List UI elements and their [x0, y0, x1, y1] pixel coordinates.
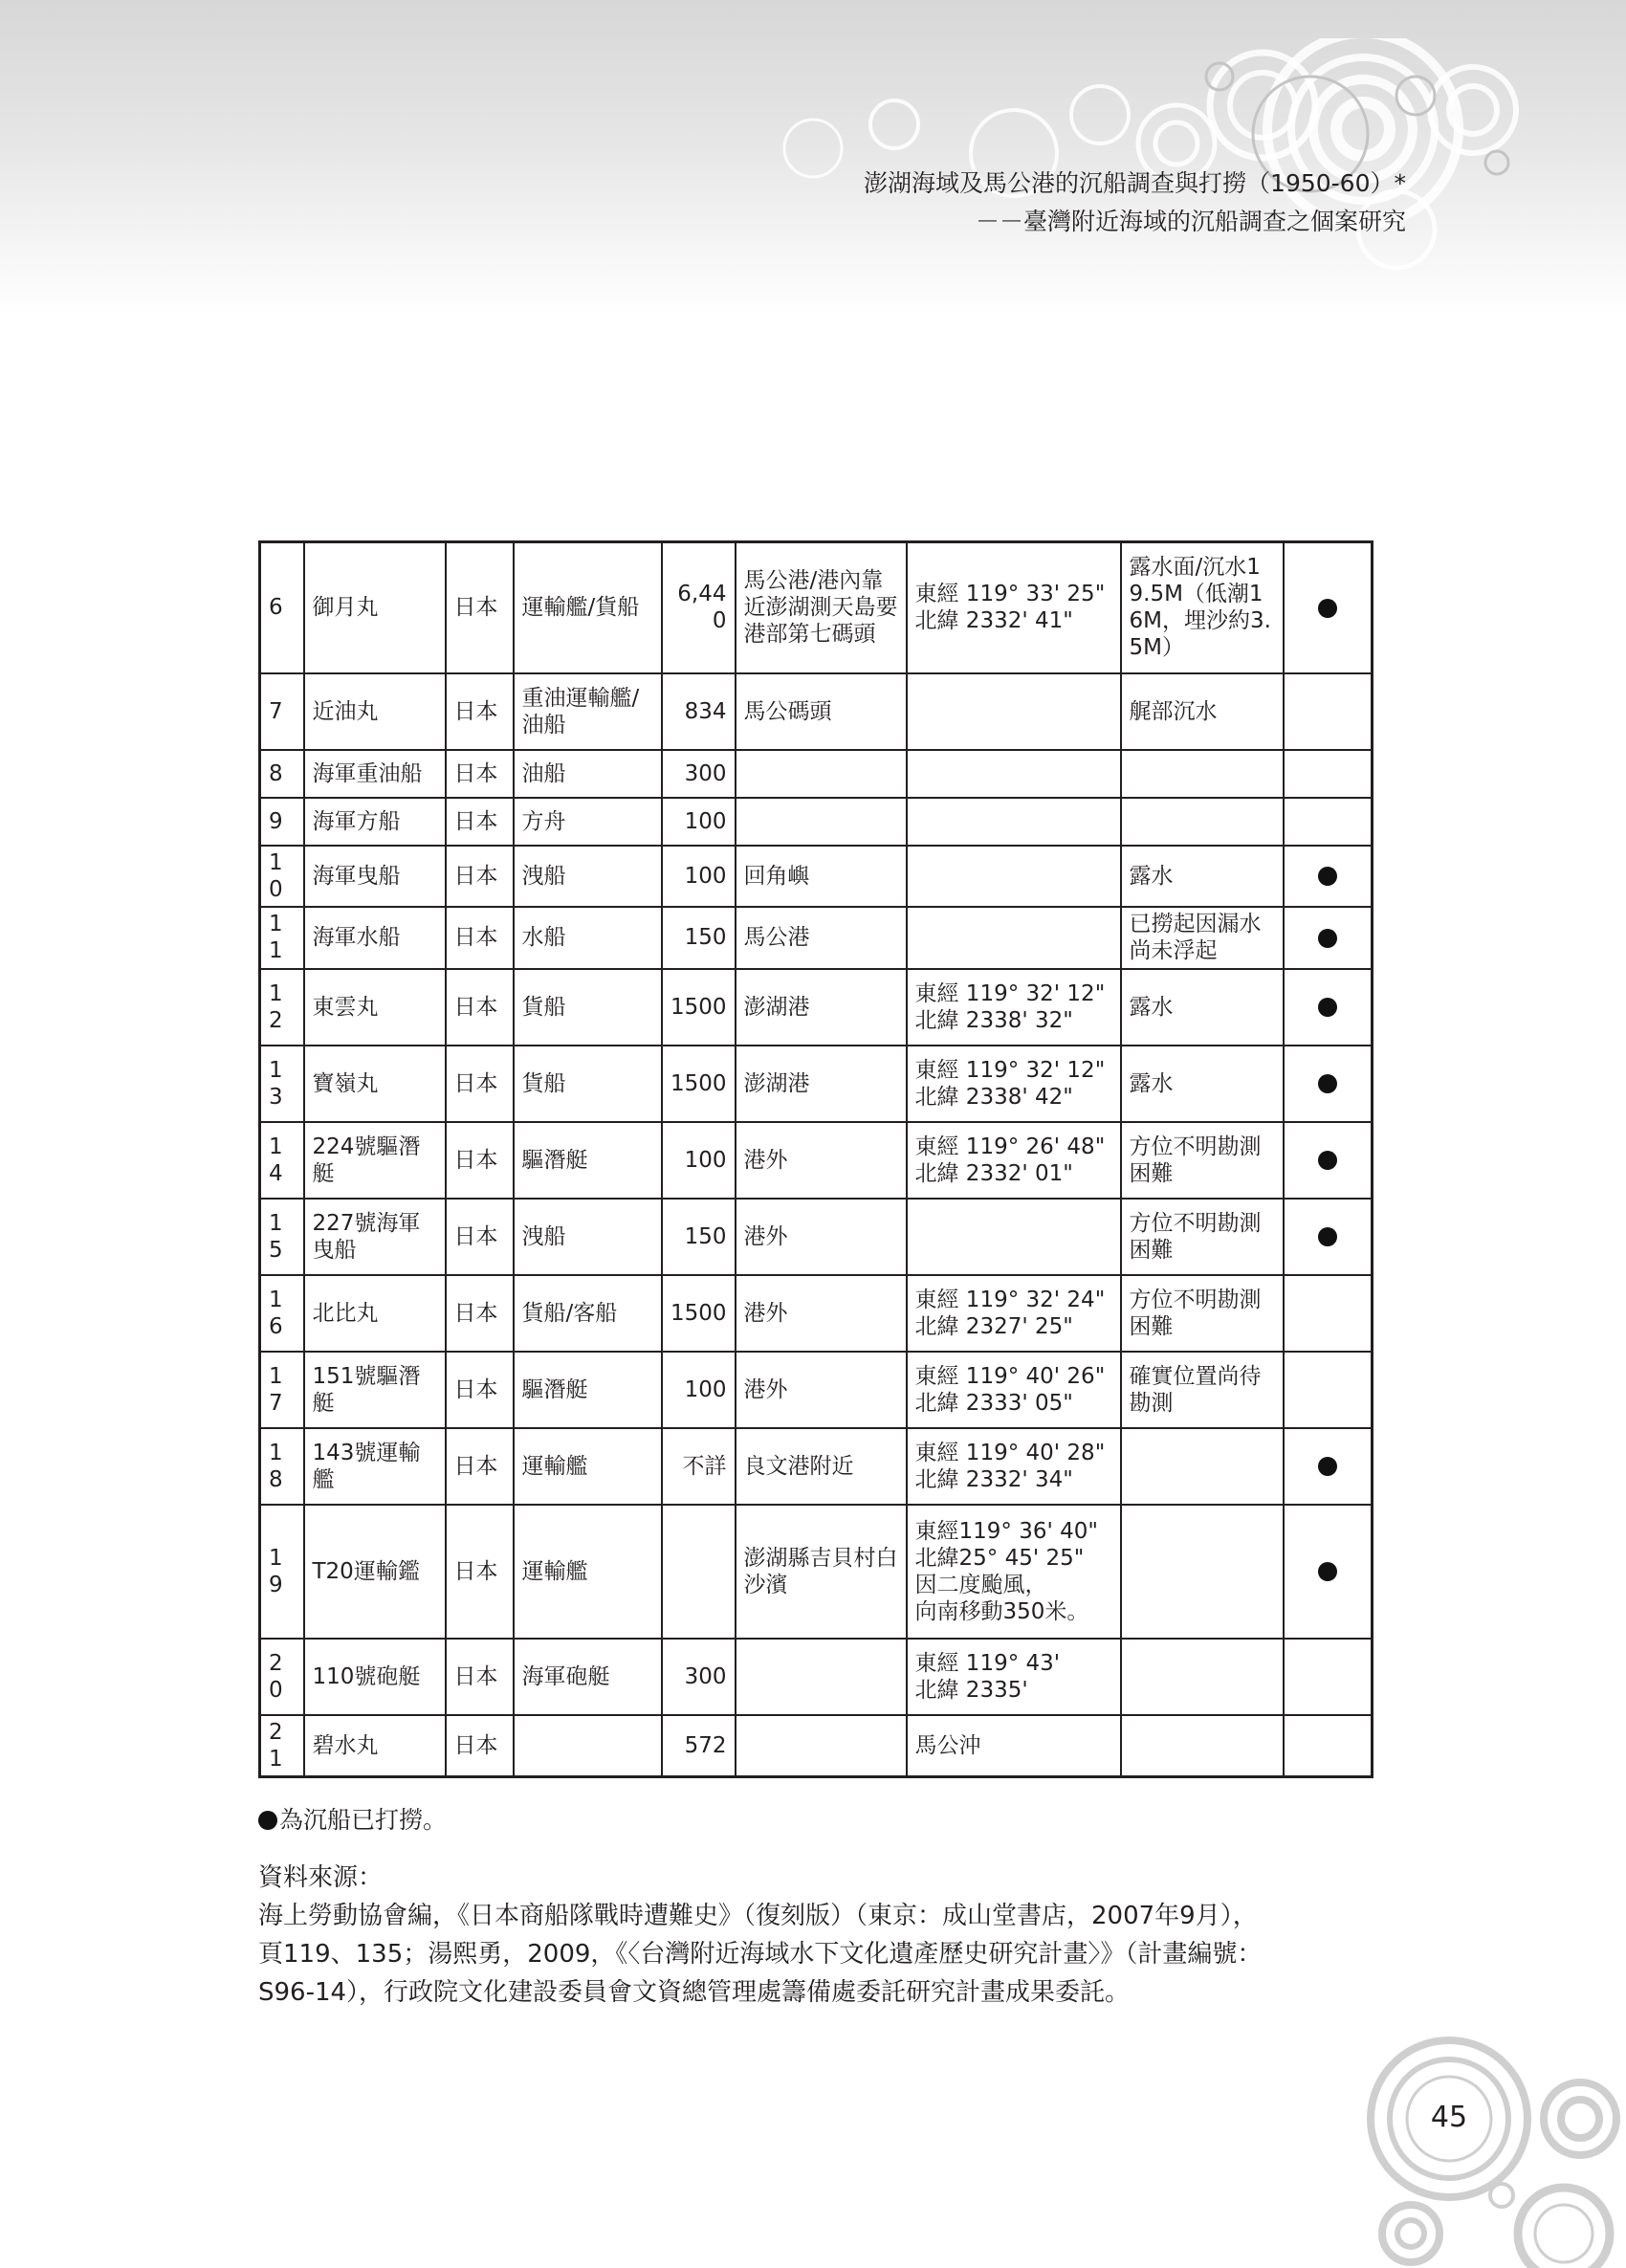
ship-type-cell	[514, 1715, 662, 1777]
salvaged-dot-icon	[1318, 1074, 1337, 1093]
country-cell: 日本	[446, 1046, 514, 1122]
country-cell: 日本	[446, 1505, 514, 1639]
table-row	[260, 846, 1373, 907]
location-cell: 澎湖港	[736, 1046, 907, 1122]
row-number-cell: 21	[260, 1715, 304, 1777]
tonnage-cell: 100	[662, 798, 736, 846]
location-cell: 澎湖港	[736, 969, 907, 1046]
tonnage-cell: 100	[662, 1352, 736, 1428]
country-cell: 日本	[446, 673, 514, 750]
country-cell: 日本	[446, 1639, 514, 1715]
coordinates-cell	[907, 846, 1121, 907]
status-cell	[1121, 750, 1284, 798]
coordinates-cell: 東經 119° 40' 26" 北緯 2333' 05"	[907, 1352, 1121, 1428]
ship-type-cell: 貨船	[514, 1046, 662, 1122]
row-number-cell: 15	[260, 1199, 304, 1275]
location-cell	[736, 798, 907, 846]
country-cell: 日本	[446, 1715, 514, 1777]
sources-line-1: 海上勞動協會編，《日本商船隊戰時遭難史》（復刻版）（東京：成山堂書店，2007年9月），	[258, 1902, 1258, 1930]
location-cell	[736, 1639, 907, 1715]
row-number-cell: 9	[260, 798, 304, 846]
header-circles-decoration	[727, 38, 1626, 277]
sources-heading: 資料來源：	[258, 1863, 384, 1892]
status-cell: 露水	[1121, 1046, 1284, 1122]
table-row	[260, 907, 1373, 969]
location-cell: 澎湖縣吉貝村白沙濱	[736, 1505, 907, 1639]
status-cell: 露水	[1121, 846, 1284, 907]
tonnage-cell: 300	[662, 1639, 736, 1715]
tonnage-cell: 100	[662, 1122, 736, 1199]
coordinates-cell: 馬公沖	[907, 1715, 1121, 1777]
running-head-subtitle: －－臺灣附近海域的沉船調查之個案研究	[975, 208, 1406, 235]
salvaged-dot-icon	[1318, 1562, 1337, 1581]
row-number-cell: 11	[260, 907, 304, 969]
ship-name-cell: 海軍方船	[304, 798, 446, 846]
country-cell: 日本	[446, 907, 514, 969]
country-cell: 日本	[446, 969, 514, 1046]
row-number-cell: 17	[260, 1352, 304, 1428]
location-cell: 良文港附近	[736, 1428, 907, 1505]
location-cell: 馬公碼頭	[736, 673, 907, 750]
location-cell: 馬公港	[736, 907, 907, 969]
salvaged-dot-icon	[1318, 998, 1337, 1017]
location-cell: 港外	[736, 1199, 907, 1275]
coordinates-cell	[907, 907, 1121, 969]
table-row	[260, 1715, 1373, 1777]
salvaged-cell	[1284, 846, 1373, 907]
salvaged-cell	[1284, 1428, 1373, 1505]
ship-type-cell: 洩船	[514, 846, 662, 907]
coordinates-cell	[907, 798, 1121, 846]
coordinates-cell: 東經 119° 32' 12" 北緯 2338' 42"	[907, 1046, 1121, 1122]
ship-type-cell: 方舟	[514, 798, 662, 846]
coordinates-cell: 東經 119° 43' 北緯 2335'	[907, 1639, 1121, 1715]
ship-name-cell: 碧水丸	[304, 1715, 446, 1777]
salvaged-dot-icon	[1318, 1457, 1337, 1476]
country-cell: 日本	[446, 1275, 514, 1352]
location-cell: 港外	[736, 1275, 907, 1352]
ship-type-cell: 運輸艦	[514, 1428, 662, 1505]
ship-name-cell: 御月丸	[304, 542, 446, 673]
tonnage-cell: 572	[662, 1715, 736, 1777]
table-row	[260, 542, 1373, 673]
page-number: 45	[1430, 2101, 1468, 2134]
table-row	[260, 1199, 1373, 1275]
ship-name-cell: 近油丸	[304, 673, 446, 750]
country-cell: 日本	[446, 1428, 514, 1505]
ship-name-cell: 151號驅潛艇	[304, 1352, 446, 1428]
tonnage-cell: 6,440	[662, 542, 736, 673]
ship-type-cell: 貨船/客船	[514, 1275, 662, 1352]
status-cell: 艉部沉水	[1121, 673, 1284, 750]
tonnage-cell: 150	[662, 907, 736, 969]
sources-line-3: S96-14），行政院文化建設委員會文資總管理處籌備處委託研究計畫成果委託。	[258, 1978, 1131, 2007]
table-row	[260, 750, 1373, 798]
country-cell: 日本	[446, 750, 514, 798]
ship-type-cell: 貨船	[514, 969, 662, 1046]
tonnage-cell: 834	[662, 673, 736, 750]
salvaged-cell	[1284, 969, 1373, 1046]
ship-type-cell: 油船	[514, 750, 662, 798]
salvaged-dot-icon	[1318, 599, 1337, 618]
row-number-cell: 14	[260, 1122, 304, 1199]
ship-type-cell: 運輸艦	[514, 1505, 662, 1639]
ship-name-cell: 110號砲艇	[304, 1639, 446, 1715]
row-number-cell: 18	[260, 1428, 304, 1505]
table-row	[260, 1275, 1373, 1352]
table-row	[260, 798, 1373, 846]
footer-circles-decoration	[1358, 2028, 1626, 2268]
salvaged-cell	[1284, 1639, 1373, 1715]
tonnage-cell: 300	[662, 750, 736, 798]
tonnage-cell: 100	[662, 846, 736, 907]
table-row	[260, 1122, 1373, 1199]
ship-type-cell: 重油運輸艦/油船	[514, 673, 662, 750]
row-number-cell: 6	[260, 542, 304, 673]
tonnage-cell: 1500	[662, 969, 736, 1046]
status-cell	[1121, 1639, 1284, 1715]
location-cell: 馬公港/港內靠近澎湖測天島要港部第七碼頭	[736, 542, 907, 673]
status-cell: 方位不明勘測困難	[1121, 1122, 1284, 1199]
salvaged-cell	[1284, 1199, 1373, 1275]
country-cell: 日本	[446, 542, 514, 673]
salvaged-cell	[1284, 542, 1373, 673]
status-cell: 方位不明勘測困難	[1121, 1275, 1284, 1352]
salvaged-cell	[1284, 1352, 1373, 1428]
country-cell: 日本	[446, 798, 514, 846]
location-cell: 港外	[736, 1122, 907, 1199]
ship-name-cell: 寶嶺丸	[304, 1046, 446, 1122]
country-cell: 日本	[446, 1199, 514, 1275]
status-cell: 露水面/沉水19.5M（低潮16M，埋沙約3.5M）	[1121, 542, 1284, 673]
table-row	[260, 1428, 1373, 1505]
running-head-title: 澎湖海域及馬公港的沉船調查與打撈（1950-60）*	[864, 169, 1406, 197]
sources-line-2: 頁119、135；湯熙勇，2009，《〈台灣附近海域水下文化遺產歷史研究計畫〉》（計畫編號：	[258, 1940, 1263, 1969]
coordinates-cell: 東經 119° 26' 48" 北緯 2332' 01"	[907, 1122, 1121, 1199]
status-cell	[1121, 1715, 1284, 1777]
coordinates-cell: 東經 119° 32' 24" 北緯 2327' 25"	[907, 1275, 1121, 1352]
salvaged-cell	[1284, 907, 1373, 969]
location-cell	[736, 1715, 907, 1777]
table-row	[260, 1046, 1373, 1122]
salvaged-cell	[1284, 673, 1373, 750]
salvage-legend-note	[258, 1801, 447, 1836]
status-cell: 已撈起因漏水尚未浮起	[1121, 907, 1284, 969]
coordinates-cell	[907, 673, 1121, 750]
salvaged-cell	[1284, 1122, 1373, 1199]
sources-block	[258, 1859, 1368, 2012]
tonnage-cell	[662, 1505, 736, 1639]
ship-name-cell: 海軍水船	[304, 907, 446, 969]
salvaged-dot-icon	[1318, 1227, 1337, 1246]
tonnage-cell: 1500	[662, 1046, 736, 1122]
location-cell	[736, 750, 907, 798]
table-row	[260, 1352, 1373, 1428]
country-cell: 日本	[446, 1352, 514, 1428]
row-number-cell: 8	[260, 750, 304, 798]
salvaged-cell	[1284, 1046, 1373, 1122]
salvaged-dot-icon	[1318, 867, 1337, 886]
status-cell	[1121, 1428, 1284, 1505]
ship-name-cell: 東雲丸	[304, 969, 446, 1046]
row-number-cell: 13	[260, 1046, 304, 1122]
table-row	[260, 969, 1373, 1046]
salvaged-cell	[1284, 750, 1373, 798]
table-row	[260, 673, 1373, 750]
row-number-cell: 7	[260, 673, 304, 750]
ship-type-cell: 水船	[514, 907, 662, 969]
salvaged-cell	[1284, 1715, 1373, 1777]
salvage-legend-text: 為沉船已打撈。	[279, 1806, 448, 1834]
status-cell: 露水	[1121, 969, 1284, 1046]
row-number-cell: 12	[260, 969, 304, 1046]
table-row	[260, 1505, 1373, 1639]
row-number-cell: 16	[260, 1275, 304, 1352]
row-number-cell: 19	[260, 1505, 304, 1639]
tonnage-cell: 150	[662, 1199, 736, 1275]
status-cell	[1121, 798, 1284, 846]
status-cell	[1121, 1505, 1284, 1639]
row-number-cell: 20	[260, 1639, 304, 1715]
running-head	[864, 165, 1406, 241]
status-cell: 確實位置尚待勘測	[1121, 1352, 1284, 1428]
salvaged-cell	[1284, 1275, 1373, 1352]
status-cell: 方位不明勘測困難	[1121, 1199, 1284, 1275]
coordinates-cell: 東經 119° 32' 12" 北緯 2338' 32"	[907, 969, 1121, 1046]
salvaged-dot-icon	[258, 1811, 277, 1830]
ship-type-cell: 海軍砲艇	[514, 1639, 662, 1715]
coordinates-cell: 東經 119° 33' 25" 北緯 2332' 41"	[907, 542, 1121, 673]
salvaged-dot-icon	[1318, 1151, 1337, 1170]
ship-type-cell: 運輸艦/貨船	[514, 542, 662, 673]
ship-type-cell: 驅潛艇	[514, 1122, 662, 1199]
ship-type-cell: 驅潛艇	[514, 1352, 662, 1428]
ship-name-cell: T20運輸鑑	[304, 1505, 446, 1639]
location-cell: 回角嶼	[736, 846, 907, 907]
coordinates-cell	[907, 1199, 1121, 1275]
ship-name-cell: 224號驅潛艇	[304, 1122, 446, 1199]
shipwreck-table-body	[260, 542, 1373, 1777]
table-row	[260, 1639, 1373, 1715]
ship-name-cell: 143號運輸艦	[304, 1428, 446, 1505]
salvaged-cell	[1284, 798, 1373, 846]
coordinates-cell: 東經119° 36' 40" 北緯25° 45' 25" 因二度颱風， 向南移動350米。	[907, 1505, 1121, 1639]
ship-name-cell: 海軍重油船	[304, 750, 446, 798]
tonnage-cell: 1500	[662, 1275, 736, 1352]
row-number-cell: 10	[260, 846, 304, 907]
coordinates-cell: 東經 119° 40' 28" 北緯 2332' 34"	[907, 1428, 1121, 1505]
salvaged-cell	[1284, 1505, 1373, 1639]
country-cell: 日本	[446, 1122, 514, 1199]
location-cell: 港外	[736, 1352, 907, 1428]
country-cell: 日本	[446, 846, 514, 907]
ship-name-cell: 海軍曳船	[304, 846, 446, 907]
ship-name-cell: 北比丸	[304, 1275, 446, 1352]
shipwreck-table	[258, 540, 1373, 1778]
tonnage-cell: 不詳	[662, 1428, 736, 1505]
salvaged-dot-icon	[1318, 929, 1337, 948]
ship-type-cell: 洩船	[514, 1199, 662, 1275]
coordinates-cell	[907, 750, 1121, 798]
ship-name-cell: 227號海軍曳船	[304, 1199, 446, 1275]
